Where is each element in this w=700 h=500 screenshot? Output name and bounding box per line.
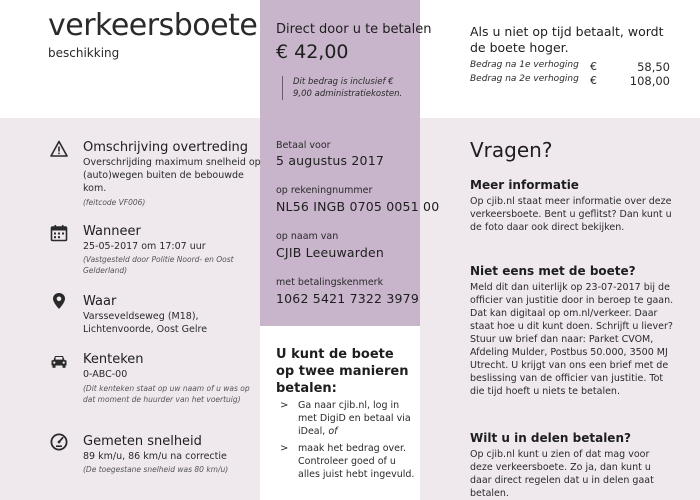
offense-code: (feitcode VF006) [83, 198, 146, 207]
pay-now-label: Direct door u te betalen [276, 22, 432, 37]
increase-row-1: Bedrag na 1e verhoging € 58,50 [470, 60, 670, 74]
payment-method-transfer: > maak het bedrag over. Controleer goed of u alles juist hebt ingevuld. [280, 443, 415, 480]
warning-icon [50, 140, 68, 158]
license-plate: 0-ABC-00 [83, 369, 128, 380]
due-date-value: 5 augustus 2017 [276, 153, 384, 168]
page-title: verkeersboete [48, 8, 258, 43]
payment-method-online: > Ga naar cjib.nl, log in met DigiD en betaal via iDeal, of [280, 400, 411, 437]
enforcement-authority: (Vastgesteld door Politie Noord- en Oost Gelderland) [83, 255, 234, 275]
pay-now-amount: € 42,00 [276, 41, 349, 63]
page-subtitle: beschikking [48, 46, 120, 60]
calendar-icon [50, 224, 68, 242]
speed-title: Gemeten snelheid [83, 434, 202, 449]
more-info-title: Meer informatie [470, 178, 579, 192]
offense-datetime: 25-05-2017 om 17:07 uur [83, 241, 206, 252]
offense-title: Omschrijving overtreding [83, 140, 249, 155]
offense-description: Overschrijding maximum snelheid op (auto)wegen buiten de bebouwde kom. [83, 157, 261, 194]
payment-reference: 1062 5421 7322 3979 [276, 291, 419, 306]
objection-text: Meld dit dan uiterlijk op 23-07-2017 bij de officier van justitie door in beroep te gaan. Dat kan digitaal op om.nl/verkeer. Daar staat hoe u dit kunt doen. Schrijft u liever? Stuur uw brief dan naar: Parket CVOM, Afdeling Mulder, Postbus 50.000, 3500 MJ Utrecht. U krijgt van ons een brief met de beslissing van de officier van justitie. Tot die tijd hoeft u niets te betalen. [470, 282, 674, 397]
when-title: Wanneer [83, 224, 141, 239]
payee-name: CJIB Leeuwarden [276, 245, 385, 260]
measured-speed: 89 km/u, 86 km/u na correctie [83, 451, 227, 462]
location-pin-icon [50, 292, 68, 310]
increase-row-2: Bedrag na 2e verhoging € 108,00 [470, 74, 670, 88]
questions-heading: Vragen? [470, 138, 553, 162]
admin-fee-note: Dit bedrag is inclusief € 9,00 administratiekosten. [282, 76, 414, 100]
account-number: NL56 INGB 0705 0051 00 [276, 199, 440, 214]
reference-label: met betalingskenmerk [276, 277, 384, 288]
where-title: Waar [83, 294, 117, 309]
more-info-text: Op cjib.nl staat meer informatie over deze verkeersboete. Bent u geflitst? Dan kunt u de foto daar ook direct bekijken. [470, 196, 672, 233]
chevron-right-icon: > [280, 400, 289, 411]
payment-methods-title: U kunt de boete op twee manieren betalen: [276, 347, 409, 396]
car-icon [50, 352, 68, 370]
payee-label: op naam van [276, 231, 339, 242]
installments-title: Wilt u in delen betalen? [470, 431, 631, 445]
late-payment-warning: Als u niet op tijd betaalt, wordt de boete hoger. [470, 24, 664, 55]
account-label: op rekeningnummer [276, 185, 373, 196]
offense-location: Varsseveldseweg (M18), Lichtenvoorde, Oost Gelre [83, 311, 208, 335]
chevron-right-icon: > [280, 443, 289, 454]
objection-title: Niet eens met de boete? [470, 264, 636, 278]
speedometer-icon [50, 433, 68, 451]
speed-limit-note: (De toegestane snelheid was 80 km/u) [83, 465, 229, 474]
plate-title: Kenteken [83, 352, 144, 367]
installments-text: Op cjib.nl kunt u zien of dat mag voor deze verkeersboete. Zo ja, dan kunt u daar direct regelen dat u in delen gaat betalen. [470, 449, 654, 499]
due-date-label: Betaal voor [276, 140, 331, 151]
plate-note: (Dit kenteken staat op uw naam of u was op dat moment de huurder van het voertuig) [83, 384, 250, 404]
